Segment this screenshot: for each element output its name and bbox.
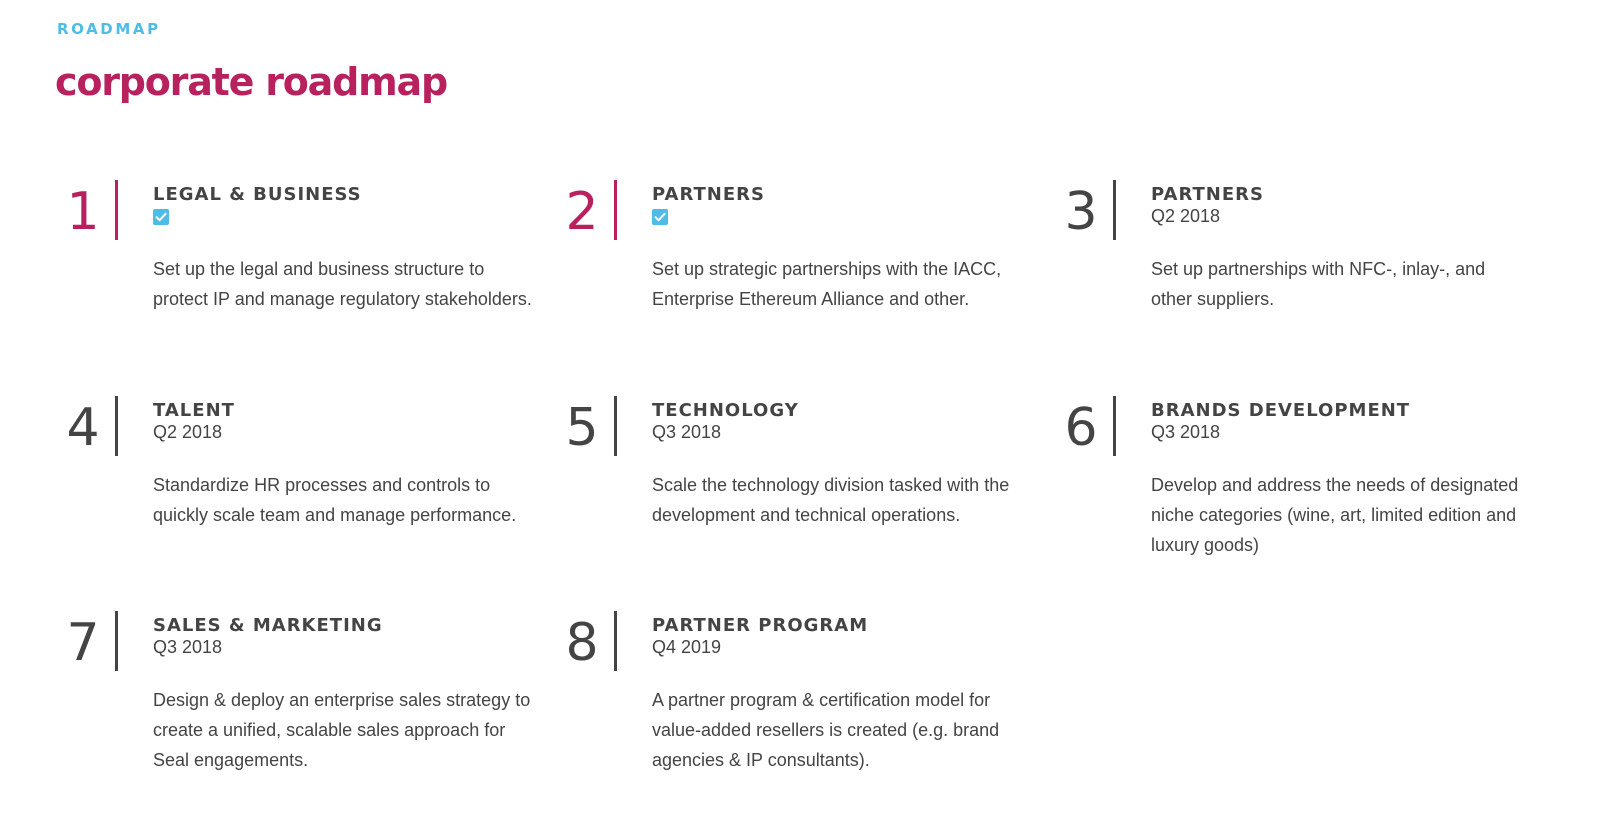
milestone-description: Set up partnerships with NFC-, inlay-, and other suppliers. [1151,259,1486,309]
page-title: corporate roadmap [55,60,447,104]
milestone-title: TALENT [153,400,235,421]
milestone-divider [614,396,617,456]
milestone-number: 2 [565,182,599,242]
roadmap-item [57,180,537,370]
roadmap-item [57,611,537,801]
milestone-divider [115,611,118,671]
milestone-description: Set up strategic partnerships with the IACC, Enterprise Ethereum Alliance and other. [652,259,1002,309]
milestone-divider [115,396,118,456]
milestone-description: A partner program & certification model for value-added resellers is created (e.g. brand agencies & IP consultants). [652,690,1000,770]
milestone-title: PARTNER PROGRAM [652,615,869,636]
milestone-number: 7 [66,613,100,673]
milestone-date: Q2 2018 [1151,206,1221,226]
milestone-title: LEGAL & BUSINESS [153,184,362,205]
roadmap-item [1055,180,1535,370]
milestone-divider [614,611,617,671]
milestone-date: Q3 2018 [153,637,223,657]
milestone-number: 8 [565,613,599,673]
milestone-description: Scale the technology division tasked with the development and technical operations. [652,475,1010,525]
milestone-date: Q3 2018 [1151,422,1221,442]
checkbox-checked-icon [652,209,668,225]
milestone-number: 1 [66,182,100,242]
milestone-title: PARTNERS [652,184,765,205]
milestone-description: Develop and address the needs of designated niche categories (wine, art, limited edition and luxury goods) [1151,475,1519,555]
milestone-title: BRANDS DEVELOPMENT [1151,400,1411,421]
milestone-number: 5 [565,398,599,458]
milestone-title: SALES & MARKETING [153,615,383,636]
milestone-title: TECHNOLOGY [652,400,799,421]
roadmap-item [57,396,537,586]
checkbox-checked-icon [153,209,169,225]
roadmap-item [1055,396,1535,586]
roadmap-item [556,180,1036,370]
milestone-number: 3 [1064,182,1098,242]
roadmap-item [556,396,1036,586]
milestone-divider [614,180,617,240]
milestone-description: Design & deploy an enterprise sales strategy to create a unified, scalable sales approach for Seal engagements. [153,690,531,770]
milestone-number: 6 [1064,398,1098,458]
milestone-date: Q3 2018 [652,422,722,442]
milestone-description: Standardize HR processes and controls to quickly scale team and manage performance. [153,475,517,525]
milestone-date: Q2 2018 [153,422,223,442]
milestone-divider [1113,180,1116,240]
milestone-description: Set up the legal and business structure to protect IP and manage regulatory stakeholders. [153,259,532,309]
milestone-divider [115,180,118,240]
milestone-title: PARTNERS [1151,184,1264,205]
milestone-date: Q4 2019 [652,637,722,657]
milestone-number: 4 [66,398,100,458]
roadmap-eyebrow: ROADMAP [57,20,161,38]
roadmap-item [556,611,1036,801]
milestone-divider [1113,396,1116,456]
